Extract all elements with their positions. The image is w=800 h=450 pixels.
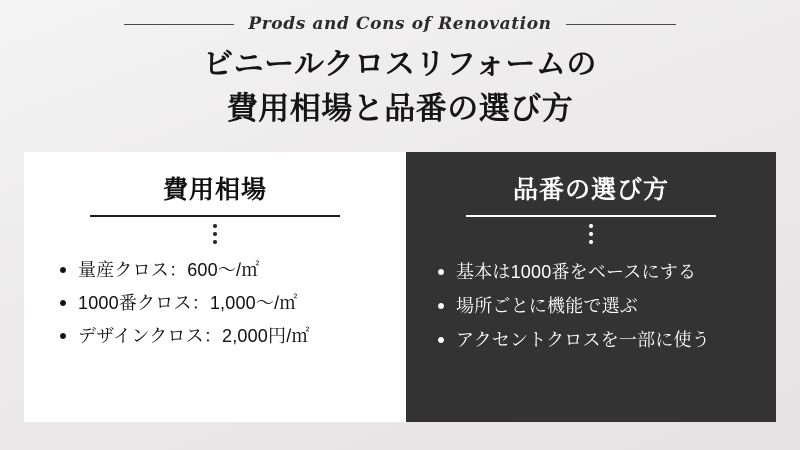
eyebrow-rule-right: [566, 24, 676, 25]
list-item: 場所ごとに機能で選ぶ: [436, 294, 758, 318]
panel-product-selection: [406, 152, 776, 422]
panel-cost-range-list: [42, 258, 388, 348]
page-title-line-2: 費用相場と品番の選び方: [226, 90, 574, 126]
eyebrow-rule-left: [124, 24, 234, 25]
panel-cost-range-divider: [90, 215, 340, 217]
dot-icon: [589, 240, 593, 244]
page-title-line-1: ビニールクロスリフォームの: [203, 48, 597, 81]
dot-icon: [589, 232, 593, 236]
page-title: [0, 44, 800, 131]
panels-container: [24, 152, 776, 422]
list-item: 量産クロス：600〜/㎡: [58, 258, 388, 282]
eyebrow-banner: [0, 14, 800, 34]
eyebrow-text: Prods and Cons of Renovation: [248, 14, 552, 34]
panel-product-selection-list: [424, 260, 758, 352]
dot-icon: [213, 224, 217, 228]
vertical-dots-icon: [213, 224, 217, 244]
vertical-dots-icon: [589, 224, 593, 244]
dot-icon: [589, 224, 593, 228]
list-item: 1000番クロス：1,000〜/㎡: [58, 291, 388, 315]
list-item: デザインクロス：2,000円/㎡: [58, 324, 388, 348]
dot-icon: [213, 232, 217, 236]
panel-cost-range: [24, 152, 406, 422]
dot-icon: [213, 240, 217, 244]
list-item: アクセントクロスを一部に使う: [436, 328, 758, 352]
panel-cost-range-heading: 費用相場: [162, 176, 267, 204]
panel-product-selection-divider: [466, 215, 716, 217]
panel-product-selection-heading: 品番の選び方: [512, 176, 669, 204]
list-item: 基本は1000番をベースにする: [436, 260, 758, 284]
